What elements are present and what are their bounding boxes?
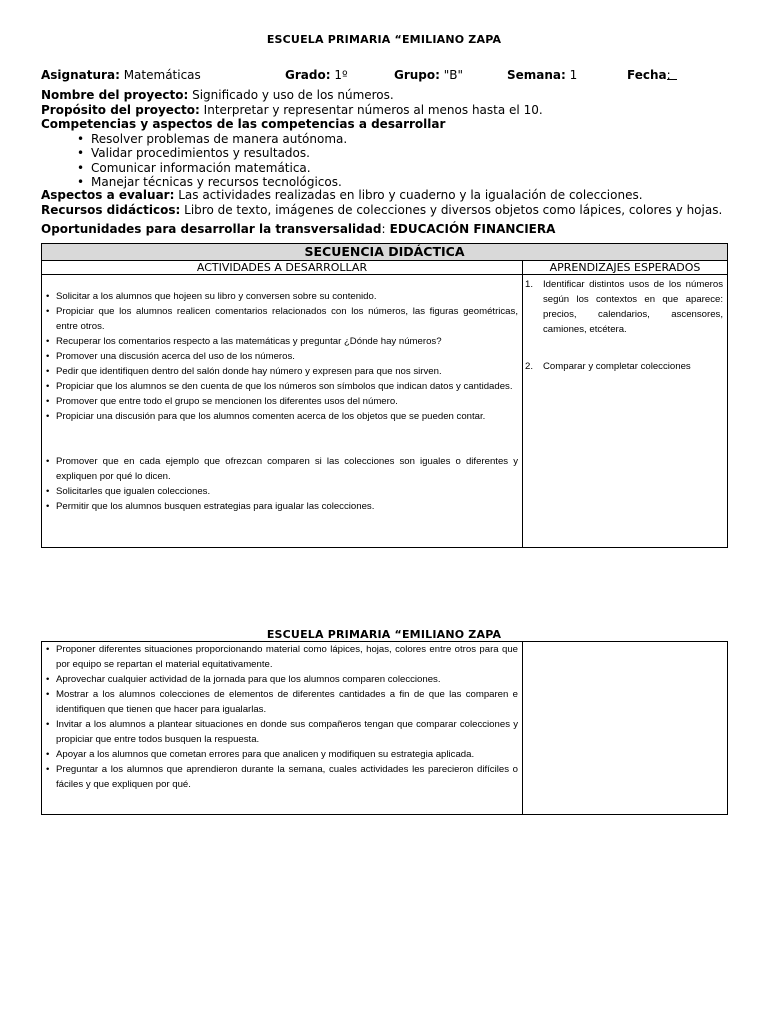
aprendizajes-cell bbox=[523, 275, 728, 548]
competencia-item: • Validar procedimientos y resultados. bbox=[77, 146, 751, 161]
competencia-item: • Resolver problemas de manera autónoma. bbox=[77, 132, 751, 147]
secuencia-title: SECUENCIA DIDÁCTICA bbox=[42, 244, 728, 261]
actividad-item: • Promover una discusión acerca del uso de los números. bbox=[46, 349, 518, 364]
proposito-proyecto bbox=[41, 103, 751, 118]
actividad-item: • Propiciar que los alumnos se den cuenta de que los números son símbolos que indican datos y cantidades. bbox=[46, 379, 518, 394]
actividad-item: • Solicitarles que igualen colecciones. bbox=[46, 484, 518, 499]
semana-value: 1 bbox=[569, 68, 578, 82]
competencias-list bbox=[41, 132, 751, 190]
recursos-label: Recursos didácticos: bbox=[41, 202, 181, 217]
actividad-item: • Aprovechar cualquier actividad de la jornada para que los alumnos comparen colecciones. bbox=[46, 672, 518, 687]
aprendizaje-number: 2. bbox=[525, 361, 534, 372]
aprendizaje-text: Identificar distintos usos de los números según los contextos en que aparece: precios, calendarios, ascensores, camiones, etcétera. bbox=[543, 279, 723, 335]
fecha-field bbox=[627, 68, 677, 82]
recursos-didacticos bbox=[41, 203, 751, 218]
aprendizaje-item bbox=[525, 359, 723, 374]
aprendizaje-text: Comparar y completar colecciones bbox=[543, 361, 691, 372]
actividad-item: • Propiciar una discusión para que los alumnos comenten acerca de los objetos que se pueden contar. bbox=[46, 409, 518, 424]
nombre-proyecto-label: Nombre del proyecto: bbox=[41, 88, 189, 102]
grado-value: 1º bbox=[334, 68, 348, 82]
semana-label: Semana: bbox=[507, 68, 566, 82]
secuencia-table bbox=[41, 243, 728, 548]
aprendizajes-cell-empty bbox=[523, 642, 728, 815]
transversalidad-value: EDUCACIÓN FINANCIERA bbox=[389, 222, 556, 236]
competencias-label: Competencias y aspectos de las competencias a desarrollar bbox=[41, 117, 446, 131]
actividad-item: • Apoyar a los alumnos que cometan errores para que analicen y modifiquen su estrategia aplicada. bbox=[46, 747, 518, 762]
grupo-field bbox=[394, 68, 463, 82]
competencia-item: • Comunicar información matemática. bbox=[77, 161, 751, 176]
aprendizaje-number: 1. bbox=[525, 279, 534, 290]
actividad-item: • Promover que entre todo el grupo se mencionen los diferentes usos del número. bbox=[46, 394, 518, 409]
actividad-item: • Pedir que identifiquen dentro del salón donde hay número y expresen para que nos sirven. bbox=[46, 364, 518, 379]
col-header-aprendizajes: APRENDIZAJES ESPERADOS bbox=[523, 261, 728, 275]
proposito-value: Interpretar y representar números al menos hasta el 10. bbox=[203, 102, 543, 117]
transversalidad-label: Oportunidades para desarrollar la transversalidad bbox=[41, 222, 382, 236]
actividad-item: • Preguntar a los alumnos que aprendieron durante la semana, cuales actividades les parecieron difíciles o fáciles y que expliquen por qué. bbox=[46, 762, 518, 792]
aprendizaje-item bbox=[525, 277, 723, 337]
actividades-cell bbox=[42, 275, 523, 548]
proposito-label: Propósito del proyecto: bbox=[41, 102, 200, 117]
school-title: ESCUELA PRIMARIA “EMILIANO ZAPA bbox=[266, 33, 502, 46]
evaluation-info bbox=[41, 188, 751, 217]
transversalidad-colon: : bbox=[381, 222, 386, 236]
aspectos-label: Aspectos a evaluar: bbox=[41, 188, 175, 202]
grado-label: Grado: bbox=[285, 68, 331, 82]
aspectos-value: Las actividades realizadas en libro y cuaderno y la igualación de colecciones. bbox=[178, 188, 643, 202]
recursos-value: Libro de texto, imágenes de colecciones y diversos objetos como lápices, colores y hojas. bbox=[184, 202, 723, 217]
fecha-blank: : bbox=[667, 68, 677, 80]
transversalidad-line bbox=[41, 222, 555, 236]
header-meta-row bbox=[41, 68, 741, 84]
grupo-value: "B" bbox=[443, 68, 464, 82]
competencias-heading bbox=[41, 117, 751, 132]
actividad-item: • Promover que en cada ejemplo que ofrezcan comparen si las colecciones son iguales o diferentes y expliquen por qué lo dicen. bbox=[46, 454, 518, 484]
actividad-item: • Proponer diferentes situaciones proporcionando material como lápices, hojas, colores entre otros para que por equipo se repartan el material equitativamente. bbox=[46, 642, 518, 672]
secuencia-table-continued bbox=[41, 641, 728, 815]
semana-field bbox=[507, 68, 577, 82]
grado-field bbox=[285, 68, 348, 82]
asignatura-value: Matemáticas bbox=[123, 68, 201, 82]
competencia-item: • Manejar técnicas y recursos tecnológicos. bbox=[77, 175, 751, 190]
asignatura-label: Asignatura: bbox=[41, 68, 120, 82]
actividad-item: • Permitir que los alumnos busquen estrategias para igualar las colecciones. bbox=[46, 499, 518, 514]
project-info bbox=[41, 88, 751, 190]
actividad-item: • Recuperar los comentarios respecto a las matemáticas y preguntar ¿Dónde hay números? bbox=[46, 334, 518, 349]
asignatura-field bbox=[41, 68, 201, 82]
grupo-label: Grupo: bbox=[394, 68, 440, 82]
aspectos-evaluar bbox=[41, 188, 751, 203]
nombre-proyecto bbox=[41, 88, 751, 103]
actividad-item: • Invitar a los alumnos a plantear situaciones en donde sus compañeros tengan que comparar colecciones y propiciar que entre todos busquen la respuesta. bbox=[46, 717, 518, 747]
school-title-page-2: ESCUELA PRIMARIA “EMILIANO ZAPA bbox=[266, 628, 502, 641]
actividad-item: • Solicitar a los alumnos que hojeen su libro y conversen sobre su contenido. bbox=[46, 289, 518, 304]
actividades-cell bbox=[42, 642, 523, 815]
fecha-label: Fecha bbox=[627, 68, 667, 82]
col-header-actividades: ACTIVIDADES A DESARROLLAR bbox=[42, 261, 523, 275]
actividad-item: • Propiciar que los alumnos realicen comentarios relacionados con los números, las figuras geométricas, entre otros. bbox=[46, 304, 518, 334]
nombre-proyecto-value: Significado y uso de los números. bbox=[192, 88, 394, 102]
actividad-item: • Mostrar a los alumnos colecciones de elementos de diferentes cantidades a fin de que las comparen e identifiquen que tienen que hacer para igualarlas. bbox=[46, 687, 518, 717]
